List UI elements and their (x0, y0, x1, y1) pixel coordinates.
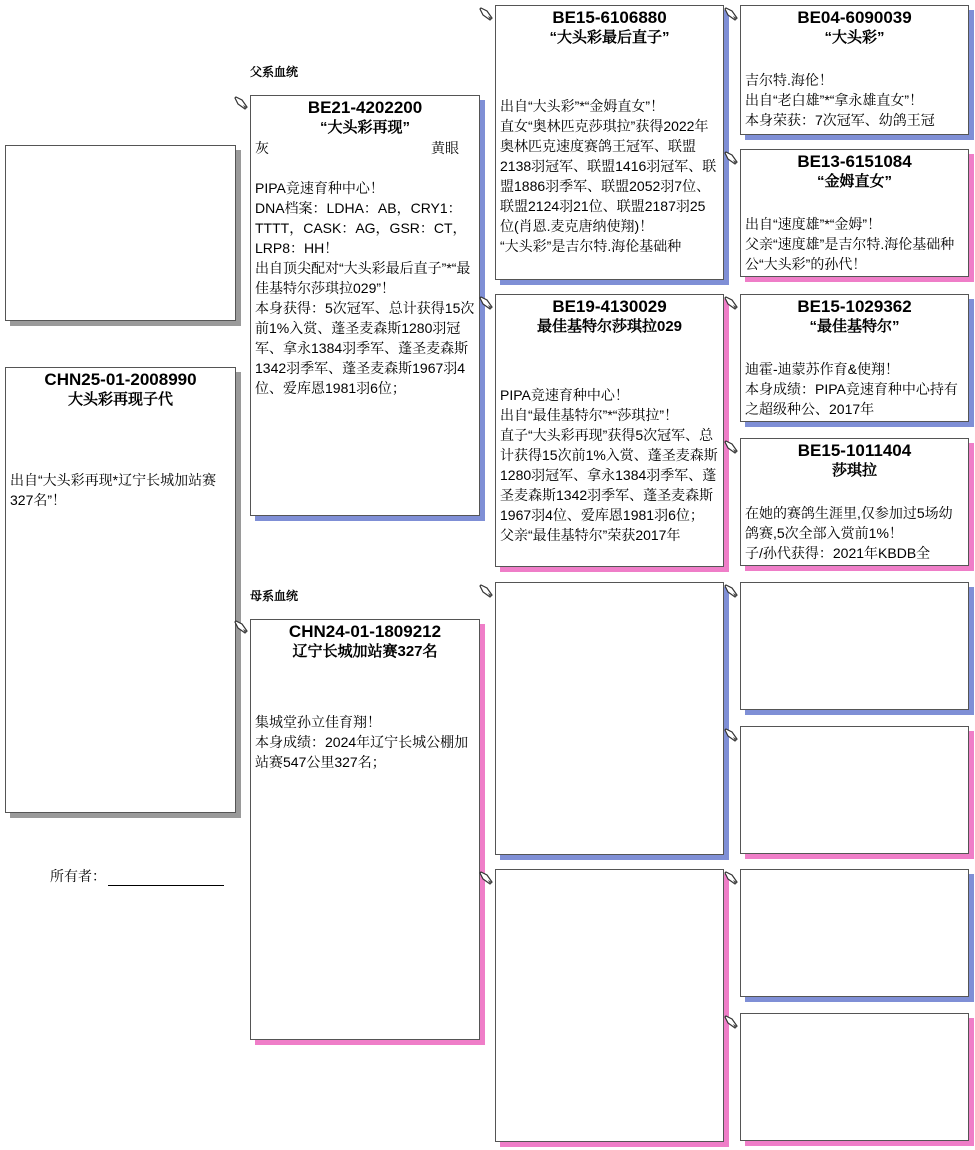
sire-color: 灰 (255, 140, 269, 156)
owner-label: 所有者： (50, 868, 106, 884)
sdd-body: 在她的赛鸽生涯里,仅参加过5场幼鸽赛,5次全部入赏前1%！ 子/孙代获得：2021年KBDB全 (745, 505, 953, 561)
sss-name: “大头彩” (824, 29, 885, 46)
dam-name: 辽宁长城加站赛327名 (292, 643, 438, 660)
edit-pen-icon[interactable] (724, 1015, 738, 1029)
sss-ring: BE04-6090039 (797, 8, 912, 27)
edit-pen-icon[interactable] (724, 151, 738, 165)
sire-colors (251, 138, 479, 158)
edit-pen-icon[interactable] (724, 440, 738, 454)
sss-card (740, 5, 969, 135)
sire-eye: 黄眼 (431, 140, 459, 156)
edit-pen-icon[interactable] (479, 7, 493, 21)
subject-body: 出自“大头彩再现*辽宁长城加站赛327名”！ (10, 472, 217, 508)
ssd-ring: BE13-6151084 (797, 152, 912, 171)
dss-card (740, 582, 969, 710)
ssd-card (740, 149, 969, 277)
sire-dam-card (495, 294, 724, 567)
edit-pen-icon[interactable] (479, 296, 493, 310)
edit-pen-icon[interactable] (479, 871, 493, 885)
edit-pen-icon[interactable] (234, 96, 248, 110)
edit-pen-icon[interactable] (234, 620, 248, 634)
edit-pen-icon[interactable] (479, 584, 493, 598)
sds-body: 迪霍-迪蒙苏作育&使翔！ 本身成绩：PIPA竞速育种中心持有之超级种公、2017年 (745, 361, 958, 417)
subject-name: 大头彩再现子代 (67, 391, 173, 408)
dam-sire-card (495, 582, 724, 855)
edit-pen-icon[interactable] (724, 7, 738, 21)
dam-line-label: 母系血统 (250, 589, 299, 603)
sss-body: 吉尔特.海伦！ 出自“老白雄”*“拿永雄直女”！ 本身荣获：7次冠军、幼鸽王冠 (745, 72, 935, 128)
ssd-name: “金姆直女” (816, 173, 892, 190)
sdd-card (740, 438, 969, 566)
sire-ring: BE21-4202200 (307, 98, 423, 117)
dds-card (740, 869, 969, 997)
owner-field (50, 866, 224, 886)
edit-pen-icon[interactable] (724, 871, 738, 885)
sd-body: PIPA竞速育种中心！ 出自“最佳基特尔”*“莎琪拉”！ 直子“大头彩再现”获得5次冠军、总计获得15次前1%入赏、蓬圣麦森斯1280羽冠军、拿永1384羽季军、蓬圣麦森斯1342羽季军、蓬圣麦森斯1967羽4位、爱库恩1981羽6位； 父亲“最佳基特尔”荣获2017年 (500, 387, 718, 543)
dam-card (250, 619, 480, 1040)
ddd-card (740, 1013, 969, 1141)
edit-pen-icon[interactable] (724, 584, 738, 598)
ss-name: “大头彩最后直子” (549, 29, 670, 46)
owner-line[interactable] (108, 869, 224, 886)
dam-body: 集城堂孙立佳育翔！ 本身成绩：2024年辽宁长城公棚加站赛547公里327名； (255, 714, 469, 770)
edit-pen-icon[interactable] (724, 296, 738, 310)
sire-card (250, 95, 480, 516)
ssd-body: 出自“速度雄”*“金姆”！ 父亲“速度雄”是吉尔特.海伦基础种公“大头彩”的孙代！ (745, 216, 955, 272)
dam-ring: CHN24-01-1809212 (288, 622, 442, 641)
photo-box[interactable] (5, 145, 236, 321)
sire-body: PIPA竞速育种中心！ DNA档案：LDHA：AB，CRY1：TTTT，CASK：AG，GSR：CT，LRP8：HH！ 出自顶尖配对“大头彩最后直子”*“最佳基特尔莎琪拉029”！ 本身获得：5次冠军、总计获得15次前1%入赏、蓬圣麦森斯1280羽冠军、拿永1384羽季军、蓬圣麦森斯1342羽季军、蓬圣麦森斯1967羽4位、爱库恩1981羽6位； (255, 180, 475, 396)
sd-ring: BE19-4130029 (552, 297, 667, 316)
sds-name: “最佳基特尔” (809, 318, 900, 335)
sire-name: “大头彩再现” (319, 119, 410, 136)
edit-pen-icon[interactable] (724, 728, 738, 742)
sire-sire-card (495, 5, 724, 280)
sds-card (740, 294, 969, 422)
subject-ring: CHN25-01-2008990 (44, 370, 197, 389)
dam-dam-card (495, 869, 724, 1142)
sdd-name: 莎琪拉 (831, 462, 877, 479)
ss-body: 出自“大头彩”*“金姆直女”！ 直女“奥林匹克莎琪拉”获得2022年奥林匹克速度赛鸽王冠军、联盟2138羽冠军、联盟1416羽冠军、联盟1886羽季军、联盟2052羽7位、联盟2124羽21位、联盟2187羽25位(肖恩.麦克唐纳使翔)！ “大头彩”是吉尔特.海伦基础种 (500, 98, 717, 254)
sdd-ring: BE15-1011404 (797, 441, 912, 460)
sire-line-label: 父系血统 (250, 65, 299, 79)
sds-ring: BE15-1029362 (797, 297, 912, 316)
subject-card (5, 367, 236, 813)
sd-name: 最佳基特尔莎琪拉029 (536, 318, 683, 335)
ss-ring: BE15-6106880 (552, 8, 667, 27)
dsd-card (740, 726, 969, 854)
